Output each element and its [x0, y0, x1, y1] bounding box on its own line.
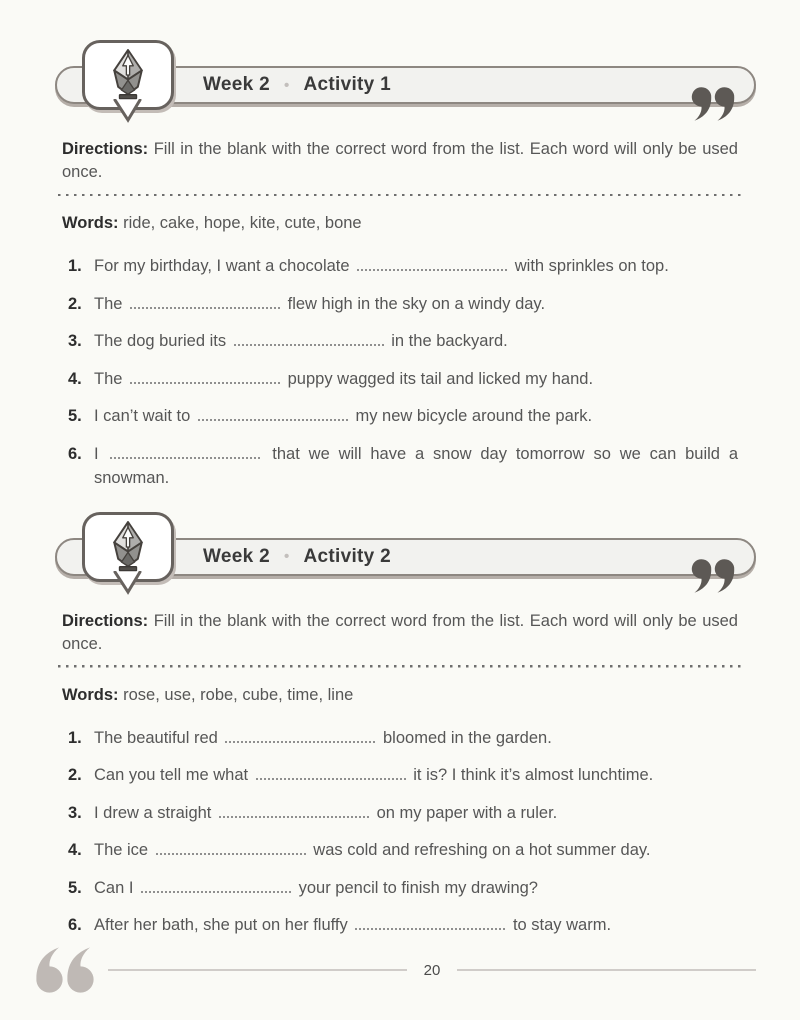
- word-bank: Words: rose, use, robe, cube, time, line: [62, 685, 354, 704]
- speech-bubble: [82, 40, 174, 110]
- words-label: Words:: [62, 685, 119, 704]
- directions-label: Directions:: [62, 140, 149, 158]
- pen-nib-icon: [107, 519, 149, 575]
- word-bank: Words: ride, cake, hope, kite, cute, bone: [62, 214, 362, 232]
- activity-header: [62, 40, 738, 126]
- week-label: Week 2: [203, 74, 270, 95]
- question-number: 3.: [68, 332, 82, 350]
- closing-double-quote-icon: [690, 556, 736, 596]
- fill-in-blank[interactable]: [141, 879, 291, 892]
- fill-in-blank[interactable]: [130, 295, 280, 308]
- question-text: For my birthday, I want a chocolate with sprinkles on top.: [94, 257, 669, 275]
- question-item: [68, 913, 738, 937]
- activity-section-2: [62, 512, 738, 938]
- separator-dot-icon: •: [283, 548, 290, 565]
- fill-in-blank[interactable]: [234, 333, 384, 346]
- question-text: I that we will have a snow day tomorrow so we can build a snowman.: [94, 444, 738, 487]
- closing-double-quote-icon: [690, 84, 736, 124]
- question-item: [68, 292, 738, 316]
- question-text: The flew high in the sky on a windy day.: [94, 294, 546, 313]
- speech-bubble-tail: [113, 571, 143, 595]
- directions-label: Directions:: [62, 611, 149, 630]
- question-text: I can’t wait to my new bicycle around the park.: [94, 407, 593, 425]
- question-number: 6.: [68, 444, 82, 463]
- question-item: [68, 763, 738, 787]
- pen-nib-icon: [107, 47, 149, 103]
- question-list: [62, 254, 738, 490]
- question-number: 4.: [68, 369, 82, 388]
- separator-dot-icon: •: [283, 76, 290, 94]
- dotted-divider: [58, 193, 742, 196]
- words-label: Words:: [62, 214, 119, 232]
- question-text: After her bath, she put on her fluffy to stay warm.: [94, 916, 612, 934]
- fill-in-blank[interactable]: [355, 917, 505, 930]
- fill-in-blank[interactable]: [219, 804, 369, 817]
- question-text: I drew a straight on my paper with a ruler.: [94, 803, 558, 822]
- footer-rule-right: [457, 969, 756, 971]
- question-number: 2.: [68, 294, 82, 313]
- speech-bubble: [82, 512, 174, 582]
- dotted-divider: [58, 665, 742, 668]
- question-number: 5.: [68, 407, 82, 425]
- activity-section-1: [62, 40, 738, 490]
- question-item: [68, 726, 738, 750]
- fill-in-blank[interactable]: [225, 729, 375, 742]
- question-text: Can you tell me what it is? I think it’s almost lunchtime.: [94, 766, 654, 784]
- question-number: 1.: [68, 257, 82, 275]
- page-number: 20: [423, 961, 441, 979]
- fill-in-blank[interactable]: [110, 445, 260, 458]
- question-number: 4.: [68, 841, 82, 859]
- question-item: [68, 876, 738, 900]
- question-item: [68, 801, 738, 825]
- question-number: 3.: [68, 803, 82, 822]
- fill-in-blank[interactable]: [198, 408, 348, 421]
- question-number: 6.: [68, 916, 82, 934]
- page-footer: [34, 946, 756, 994]
- question-item: [68, 442, 738, 490]
- activity-label: Activity 2: [303, 545, 391, 567]
- activity-label: Activity 1: [303, 74, 391, 95]
- speech-bubble-tail: [113, 99, 143, 123]
- footer-rule-left: [108, 969, 407, 971]
- header-title: [203, 540, 754, 574]
- week-label: Week 2: [203, 545, 270, 567]
- fill-in-blank[interactable]: [256, 767, 406, 780]
- fill-in-blank[interactable]: [130, 370, 280, 383]
- question-item: [68, 404, 738, 428]
- directions-text: Directions: Fill in the blank with the correct word from the list. Each word will only be used once.: [62, 611, 738, 653]
- fill-in-blank[interactable]: [156, 842, 306, 855]
- question-text: Can I your pencil to finish my drawing?: [94, 878, 538, 897]
- question-text: The puppy wagged its tail and licked my hand.: [94, 369, 594, 388]
- question-item: [68, 254, 738, 278]
- question-item: [68, 329, 738, 353]
- header-title: [203, 68, 754, 102]
- question-item: [68, 838, 738, 862]
- question-text: The dog buried its in the backyard.: [94, 332, 508, 350]
- question-number: 2.: [68, 766, 82, 784]
- fill-in-blank[interactable]: [357, 258, 507, 271]
- question-text: The ice was cold and refreshing on a hot summer day.: [94, 841, 651, 859]
- question-number: 5.: [68, 878, 82, 897]
- directions-text: Directions: Fill in the blank with the correct word from the list. Each word will only be used once.: [62, 140, 738, 181]
- question-text: The beautiful red bloomed in the garden.: [94, 728, 552, 747]
- question-number: 1.: [68, 728, 82, 747]
- question-list: [62, 726, 738, 938]
- opening-double-quote-icon: [34, 946, 96, 994]
- activity-header: [62, 512, 738, 598]
- question-item: [68, 367, 738, 391]
